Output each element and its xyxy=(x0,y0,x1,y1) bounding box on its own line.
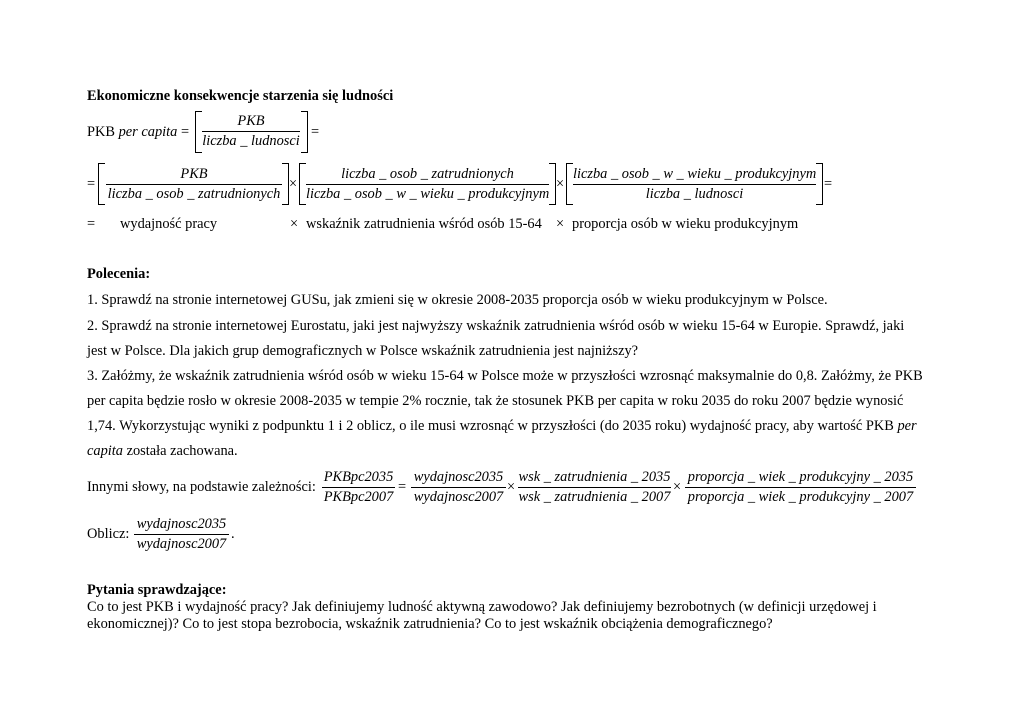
equals-sign: = xyxy=(87,176,96,192)
fraction-working-age-share: liczba _ osob _ w _ wieku _ produkcyjnym liczba _ ludnosci xyxy=(573,166,817,202)
left-bracket xyxy=(98,163,105,205)
command-2-line-2: jest w Polsce. Dla jakich grup demograficznych w Polsce wskaźnik zatrudnienia jest najniższy? xyxy=(87,343,639,359)
fraction-productivity: wydajnosc2035 wydajnosc2007 xyxy=(134,516,229,553)
fraction-gdp-pc: PKBpc2035 PKBpc2007 xyxy=(323,469,394,505)
right-bracket xyxy=(816,163,823,205)
commands-heading: Polecenia: xyxy=(87,266,151,282)
times-sign: × xyxy=(290,216,299,232)
term-working-age-share: proporcja osób w wieku produkcyjnym xyxy=(572,216,799,232)
equals-sign: = xyxy=(87,216,96,232)
right-bracket xyxy=(549,163,556,205)
left-bracket xyxy=(195,111,202,153)
left-bracket xyxy=(299,163,306,205)
command-3-line-4: capita została zachowana. xyxy=(87,443,238,459)
period: . xyxy=(231,526,235,542)
fraction-productivity: wydajnosc2035 wydajnosc2007 xyxy=(411,469,506,506)
command-1: 1. Sprawdź na stronie internetowej GUSu, jak zmieni się w okresie 2008-2035 proporcja osób w wieku produkcyjnym w Polsce. xyxy=(87,292,828,308)
term-productivity: wydajność pracy xyxy=(120,216,218,232)
right-bracket xyxy=(301,111,308,153)
fraction: PKB liczba _ ludnosci xyxy=(202,113,300,149)
command-3-line-2: per capita będzie rosło w okresie 2008-2035 w tempie 2% rocznie, tak że stosunek PKB per capita w roku 2035 do roku 2007 będzie wynosić xyxy=(87,393,904,409)
command-2-line-1: 2. Sprawdź na stronie internetowej Eurostatu, jaki jest najwyższy wskaźnik zatrudnienia wśród osób w wieku 15-64 w Europie. Sprawdź, jaki xyxy=(87,318,905,334)
formula-intro: Innymi słowy, na podstawie zależności: xyxy=(87,479,316,495)
term-employment-rate: wskaźnik zatrudnienia wśród osób 15-64 xyxy=(306,216,542,232)
formula-intro: Oblicz: xyxy=(87,526,130,542)
fraction-employment-rate: liczba _ osob _ zatrudnionych liczba _ osob _ w _ wieku _ produkcyjnym xyxy=(306,166,550,202)
times-sign: × xyxy=(556,176,565,192)
right-bracket xyxy=(282,163,289,205)
questions-heading: Pytania sprawdzające: xyxy=(87,582,227,598)
command-3-line-3: 1,74. Wykorzystując wyniki z podpunktu 1 i 2 oblicz, o ile musi wzrosnąć w przyszłości (do 2035 roku) wydajność pracy, aby wartość PKB per xyxy=(87,418,917,434)
fraction-working-age-share: proporcja _ wiek _ produkcyjny _ 2035 proporcja _ wiek _ produkcyjny _ 2007 xyxy=(685,469,916,506)
equals-sign: = xyxy=(311,124,320,140)
fraction-employment-rate: wsk _ zatrudnienia _ 2035 wsk _ zatrudnienia _ 2007 xyxy=(518,469,671,505)
questions-line-2: ekonomicznej)? Co to jest stopa bezrobocia, wskaźnik zatrudnienia? Co to jest wskaźnik obciążenia demograficznego? xyxy=(87,616,773,632)
times-sign: × xyxy=(507,479,516,495)
page-title: Ekonomiczne konsekwencje starzenia się ludności xyxy=(87,88,394,104)
questions-line-1: Co to jest PKB i wydajność pracy? Jak definiujemy ludność aktywną zawodowo? Jak definiujemy bezrobotnych (w definicji urzędowej i xyxy=(87,599,877,615)
equals-sign: = xyxy=(398,479,407,495)
formula-lhs: PKB per capita = xyxy=(87,124,190,140)
left-bracket xyxy=(566,163,573,205)
command-3-line-1: 3. Załóżmy, że wskaźnik zatrudnienia wśród osób w wieku 15-64 w Polsce może w przyszłości wzrosnąć maksymalnie do 0,8. Załóżmy, że PKB xyxy=(87,368,923,384)
times-sign: × xyxy=(556,216,565,232)
times-sign: × xyxy=(673,479,682,495)
equals-sign: = xyxy=(824,176,833,192)
fraction-productivity: PKB liczba _ osob _ zatrudnionych xyxy=(107,166,281,202)
times-sign: × xyxy=(289,176,298,192)
